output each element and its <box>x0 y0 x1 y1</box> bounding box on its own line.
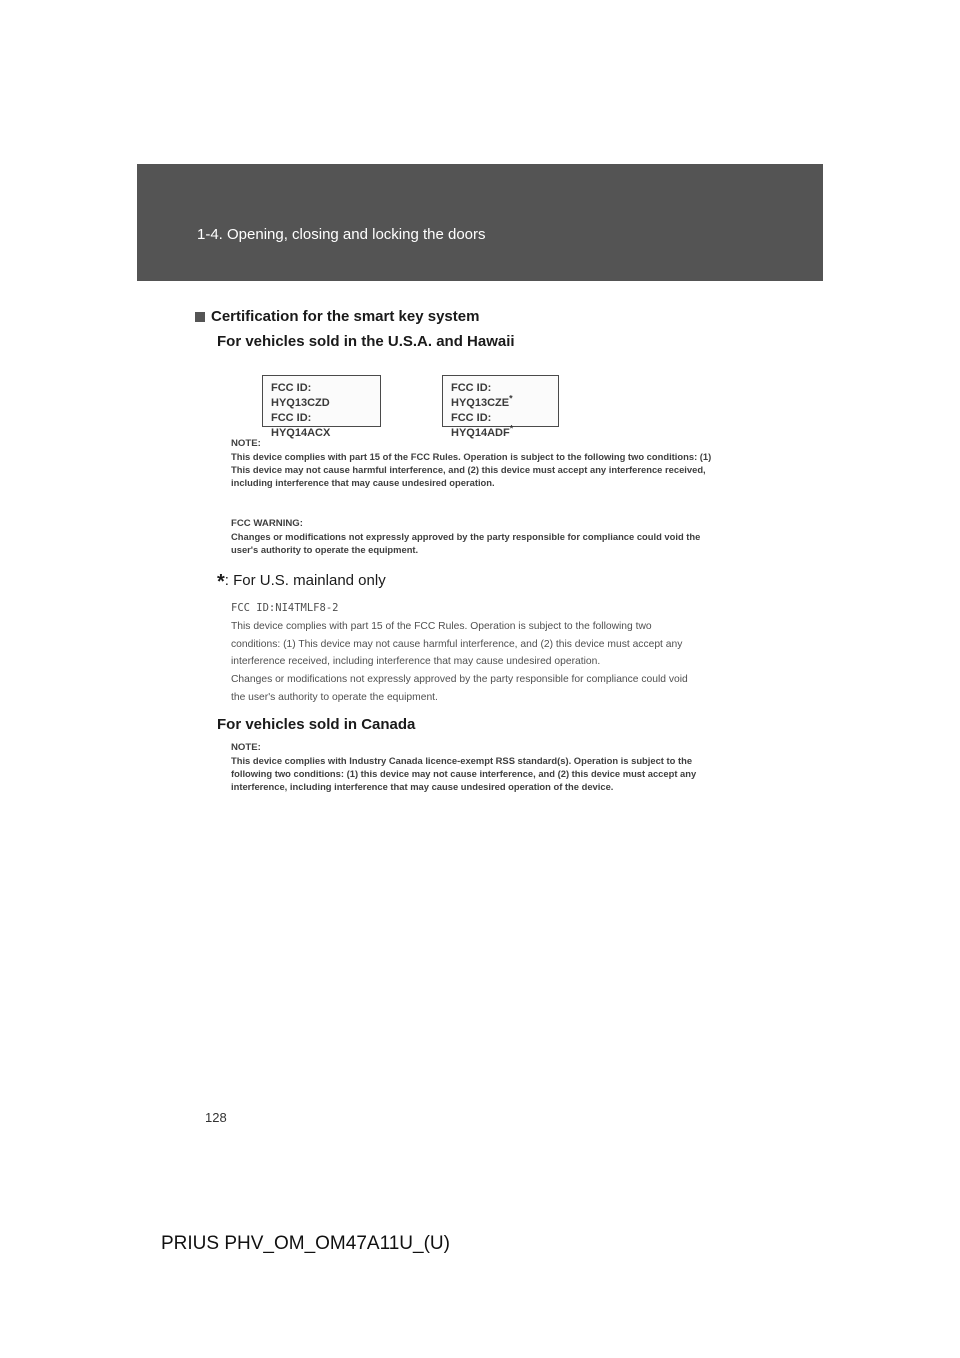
canada-note <box>231 741 731 793</box>
note-label: NOTE: <box>231 742 261 753</box>
notice-line: Changes or modifications not expressly approved by the party responsible for compliance could void <box>231 674 688 686</box>
note-line: This device complies with part 15 of the FCC Rules. Operation is subject to the following two conditions: (1) <box>231 451 712 462</box>
note-line: This device complies with Industry Canada licence-exempt RSS standard(s). Operation is subject to the <box>231 755 693 766</box>
fcc-id-line: FCC ID: HYQ13CZD <box>271 382 330 409</box>
footnote-text: : For U.S. mainland only <box>224 572 386 589</box>
fcc-id-box-2 <box>442 375 559 439</box>
canada-subheading: For vehicles sold in Canada <box>217 716 416 733</box>
notice-line: conditions: (1) This device may not cause harmful interference, and (2) this device must accept any <box>231 638 683 650</box>
note-line: interference, including interference that may cause undesired operation of the device. <box>231 781 614 792</box>
fcc-id-line: FCC ID: HYQ13CZE* <box>451 382 513 409</box>
notice-line: the user's authority to operate the equipment. <box>231 691 438 703</box>
fcc-warning <box>231 517 731 556</box>
fcc-id-box-1 <box>262 375 381 439</box>
us-subheading: For vehicles sold in the U.S.A. and Hawaii <box>217 333 515 350</box>
footnote-mark: * <box>217 571 225 593</box>
section-heading-text: Certification for the smart key system <box>211 308 480 325</box>
square-bullet-icon <box>195 312 205 322</box>
note-line: This device may not cause harmful interference, and (2) this device must accept any interference received, <box>231 464 706 475</box>
fcc-id-line: FCC ID: HYQ14ACX <box>271 412 331 439</box>
notice-line: interference received, including interference that may cause undesired operation. <box>231 656 601 668</box>
fcc-id-line: FCC ID: HYQ14ADF* <box>451 412 514 439</box>
model-code: PRIUS PHV_OM_OM47A11U_(U) <box>161 1233 450 1254</box>
footnote <box>217 568 386 591</box>
warning-line: user's authority to operate the equipment. <box>231 544 419 555</box>
header-band <box>137 164 823 281</box>
note-line: following two conditions: (1) this device may not cause interference, and (2) this device must accept any <box>231 768 697 779</box>
fcc-note <box>231 437 731 489</box>
fcc-id-label: FCC ID:NI4TMLF8-2 <box>231 602 339 614</box>
note-line: including interference that may cause undesired operation. <box>231 477 495 488</box>
section-heading <box>195 308 479 325</box>
section-title: 1-4. Opening, closing and locking the doors <box>197 226 486 243</box>
second-fcc-notice <box>231 600 731 707</box>
warning-line: Changes or modifications not expressly approved by the party responsible for compliance could void the <box>231 531 701 542</box>
warning-label: FCC WARNING: <box>231 518 303 529</box>
page-number: 128 <box>205 1110 227 1125</box>
notice-line: This device complies with part 15 of the FCC Rules. Operation is subject to the following two <box>231 620 652 632</box>
note-label: NOTE: <box>231 438 261 449</box>
